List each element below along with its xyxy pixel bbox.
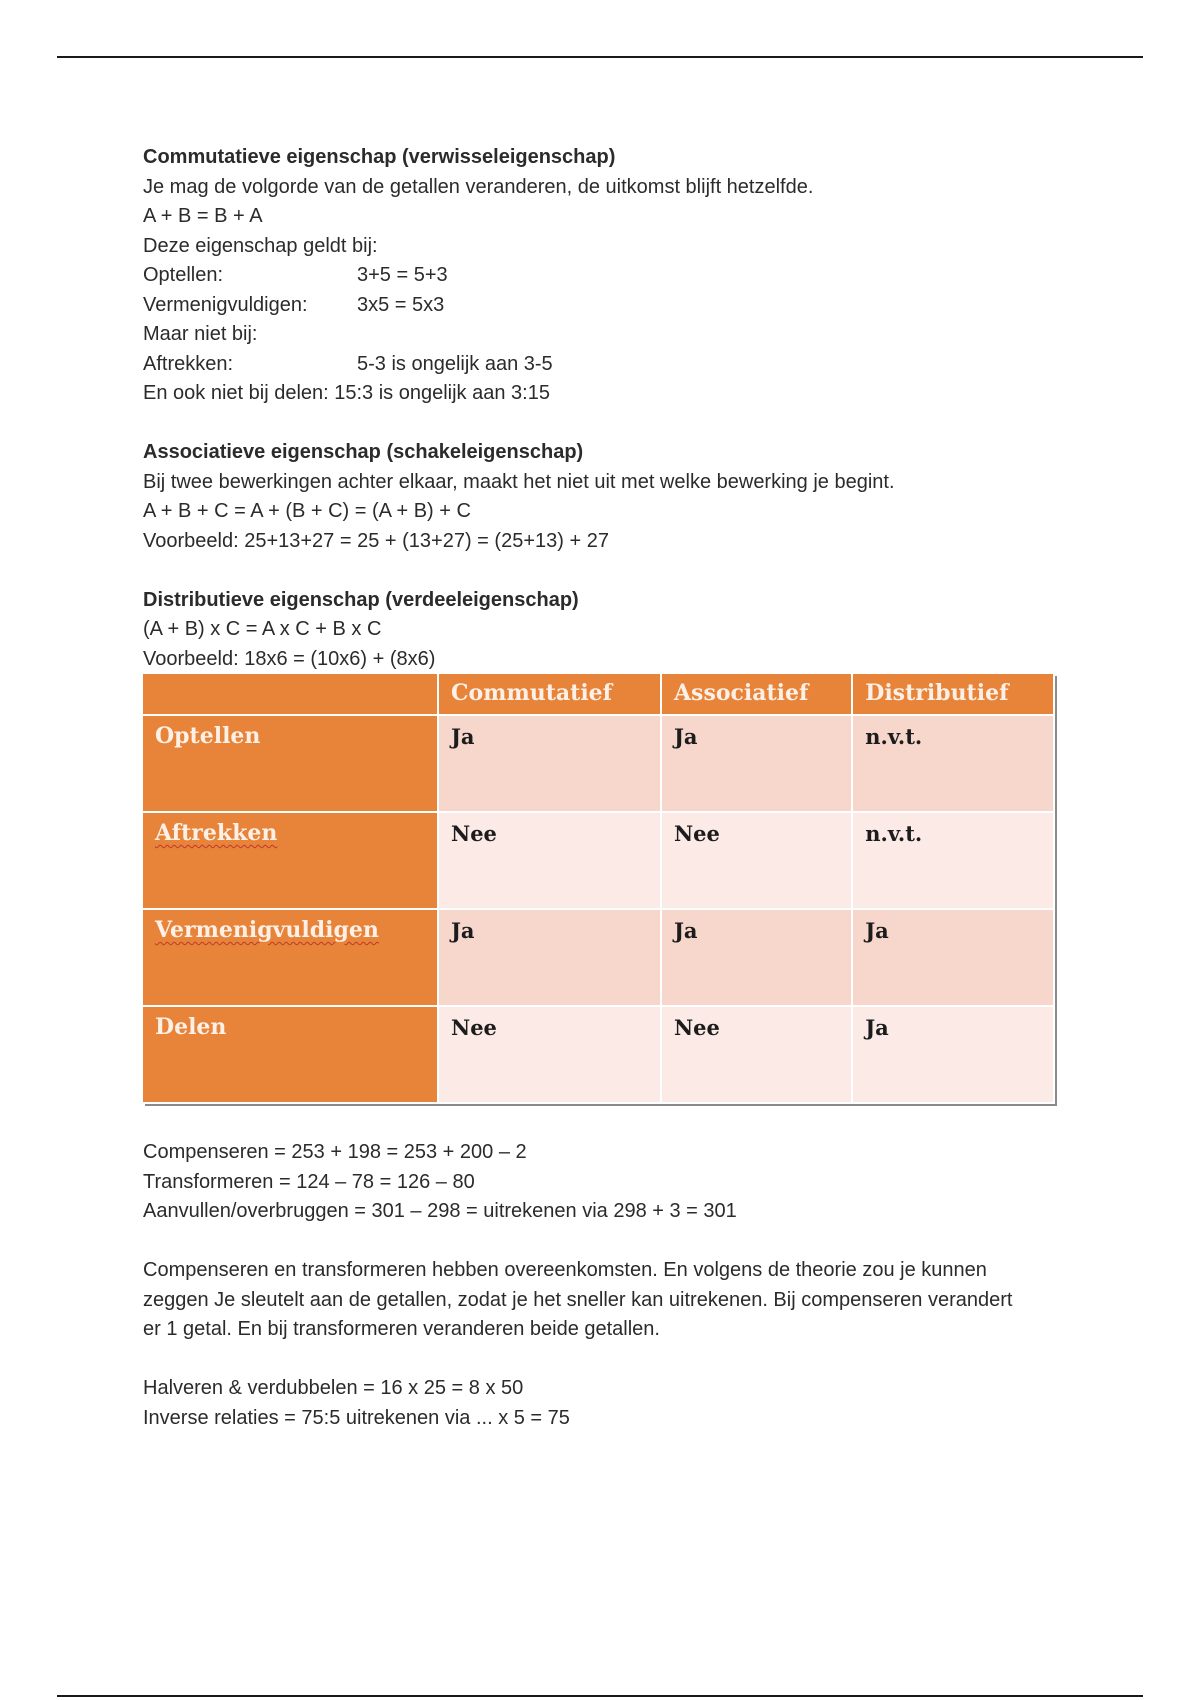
table-cell: Ja: [852, 1006, 1054, 1103]
table-row: [143, 715, 1054, 812]
row-label-delen: Delen: [143, 1006, 438, 1103]
sub-label: Aftrekken:: [143, 352, 234, 375]
associative-example: Voorbeeld: 25+13+27 = 25 + (13+27) = (25+13) + 27: [143, 529, 609, 552]
transformeren-line: Transformeren = 124 – 78 = 126 – 80: [143, 1170, 475, 1193]
table-cell: Ja: [852, 909, 1054, 1006]
commutative-div-line: En ook niet bij delen: 15:3 is ongelijk aan 3:15: [143, 382, 550, 404]
table-header-commutatief: Commutatief: [438, 674, 661, 715]
associative-description: Bij twee bewerkingen achter elkaar, maakt het niet uit met welke bewerking je begint.: [143, 470, 895, 493]
table-cell: Ja: [438, 715, 661, 812]
commutative-applies-text: Deze eigenschap geldt bij:: [143, 234, 378, 257]
table-row: [143, 812, 1054, 909]
table-row: [143, 1006, 1054, 1103]
inverse-line: Inverse relaties = 75:5 uitrekenen via ... x 5 = 75: [143, 1406, 570, 1429]
row-label-text: Vermenigvuldigen: [155, 917, 379, 943]
add-label: Optellen:: [143, 264, 224, 286]
associative-heading: Associatieve eigenschap (schakeleigenschap): [143, 441, 584, 463]
row-label-vermenigvuldigen: [143, 909, 438, 1006]
commutative-description: Je mag de volgorde van de getallen veranderen, de uitkomst blijft hetzelfde.: [143, 175, 814, 198]
table-header-corner: [143, 674, 438, 715]
distributive-heading: Distributieve eigenschap (verdeeleigenschap): [143, 588, 579, 611]
table-row: [143, 909, 1054, 1006]
row-label-aftrekken: [143, 812, 438, 909]
commutative-add-row: [143, 261, 1063, 291]
table-header-row: [143, 674, 1054, 715]
table-header-distributief: Distributief: [852, 674, 1054, 715]
table-cell: n.v.t.: [852, 715, 1054, 812]
add-example: 3+5 = 5+3: [357, 264, 448, 286]
table-cell: Nee: [438, 1006, 661, 1103]
commutative-not-applies-text: Maar niet bij:: [143, 323, 258, 345]
table-cell: Ja: [661, 909, 852, 1006]
comparison-paragraph: Compenseren en transformeren hebben overeenkomsten. En volgens de theorie zou je kunnen zeggen Je sleutelt aan de getallen, zodat je het sneller kan uitrekenen. Bij compenseren verandert er 1 getal. En bij transformeren veranderen beide getallen.: [143, 1259, 1013, 1340]
spacer: [143, 556, 1063, 586]
associative-formula: A + B + C = A + (B + C) = (A + B) + C: [143, 500, 471, 522]
mul-example: 3x5 = 5x3: [357, 293, 445, 316]
compenseren-line: Compenseren = 253 + 198 = 253 + 200 – 2: [143, 1141, 527, 1163]
properties-table: [143, 674, 1055, 1104]
commutative-mul-row: [143, 291, 1063, 321]
spacer: [143, 1345, 1063, 1375]
table-cell: Nee: [438, 812, 661, 909]
commutative-sub-row: [143, 350, 1063, 380]
distributive-example: Voorbeeld: 18x6 = (10x6) + (8x6): [143, 647, 436, 670]
document-body: [143, 143, 1063, 1433]
table-cell: Ja: [438, 909, 661, 1006]
header-rule: [57, 56, 1143, 58]
spacer: [143, 409, 1063, 439]
table-cell: Nee: [661, 812, 852, 909]
table-cell: Ja: [661, 715, 852, 812]
commutative-formula: A + B = B + A: [143, 205, 263, 227]
aanvullen-line: Aanvullen/overbruggen = 301 – 298 = uitrekenen via 298 + 3 = 301: [143, 1200, 737, 1222]
table-header-associatief: Associatief: [661, 674, 852, 715]
halveren-line: Halveren & verdubbelen = 16 x 25 = 8 x 50: [143, 1377, 524, 1399]
distributive-formula: (A + B) x C = A x C + B x C: [143, 618, 382, 640]
footer-rule: [57, 1695, 1143, 1697]
row-label-text: Aftrekken: [155, 820, 278, 846]
mul-label: Vermenigvuldigen:: [143, 293, 308, 316]
commutative-heading: Commutatieve eigenschap (verwisseleigenschap): [143, 146, 616, 168]
table-cell: n.v.t.: [852, 812, 1054, 909]
table-cell: Nee: [661, 1006, 852, 1103]
row-label-optellen: Optellen: [143, 715, 438, 812]
spacer: [143, 1227, 1063, 1257]
sub-example: 5-3 is ongelijk aan 3-5: [357, 352, 553, 375]
